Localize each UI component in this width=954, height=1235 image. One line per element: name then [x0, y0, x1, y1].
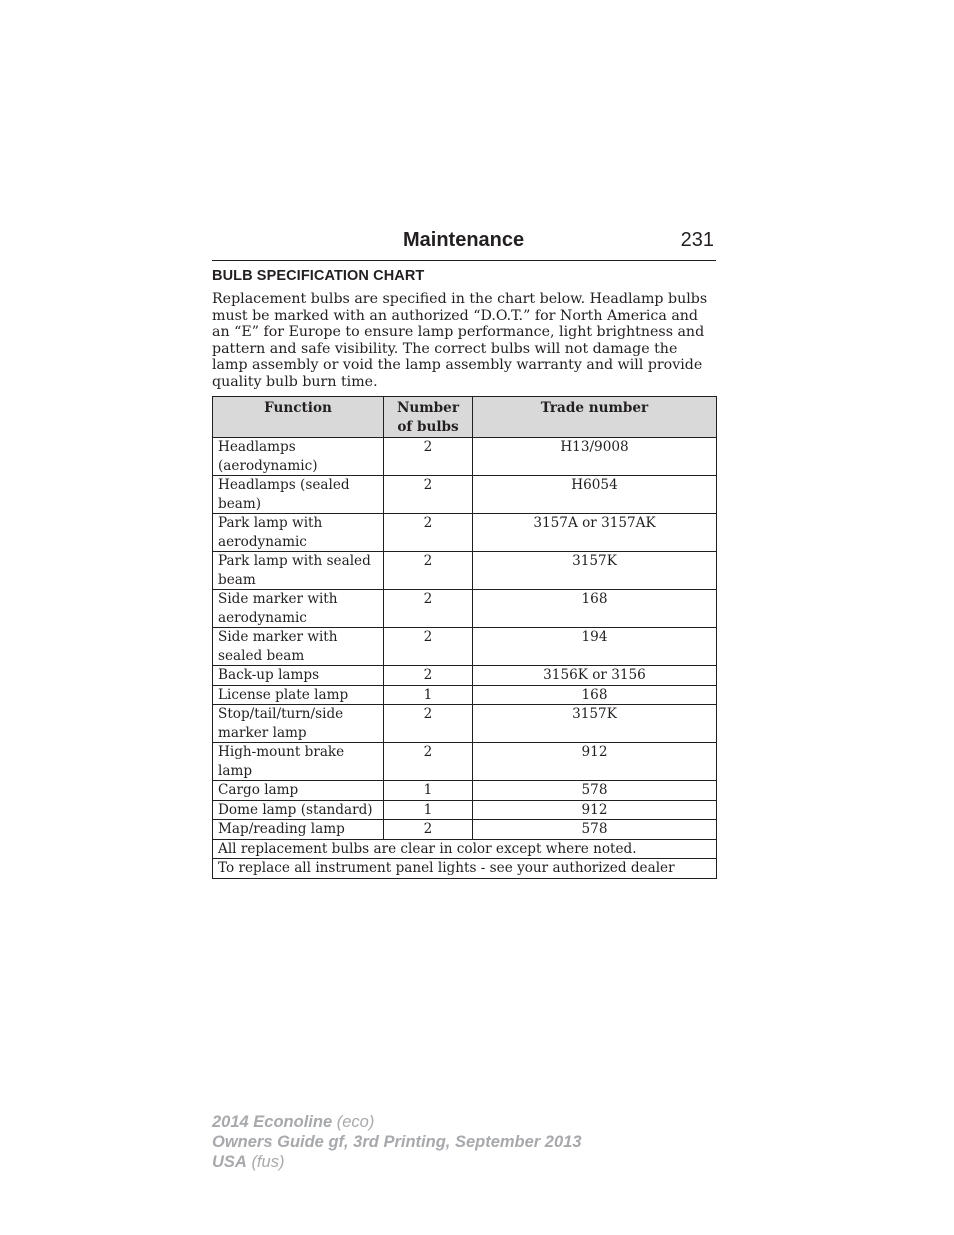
- cell-number-of-bulbs: 1: [384, 800, 473, 820]
- cell-trade-number: H13/9008: [473, 438, 717, 476]
- cell-trade-number: 578: [473, 781, 717, 801]
- footer-region-code: (fus): [251, 1153, 285, 1171]
- cell-trade-number: 3157K: [473, 552, 717, 590]
- footer-region: USA: [212, 1153, 247, 1171]
- table-row: [213, 800, 717, 820]
- cell-function: Side marker with aerodynamic: [213, 590, 384, 628]
- cell-number-of-bulbs: 2: [384, 820, 473, 840]
- cell-trade-number: 578: [473, 820, 717, 840]
- table-note: To replace all instrument panel lights - see your authorized dealer: [213, 859, 717, 879]
- cell-number-of-bulbs: 2: [384, 743, 473, 781]
- intro-paragraph: Replacement bulbs are specified in the chart below. Headlamp bulbs must be marked with an authorized “D.O.T.” for North America and an “E” for Europe to ensure lamp performance, light brightness and pattern and safe visibility. The correct bulbs will not damage the lamp assembly or void the lamp assembly warranty and will provide quality bulb burn time.: [212, 291, 708, 390]
- column-header-function: Function: [213, 397, 384, 438]
- cell-number-of-bulbs: 2: [384, 705, 473, 743]
- chart-heading: BULB SPECIFICATION CHART: [212, 268, 425, 284]
- cell-function: Park lamp with aerodynamic: [213, 514, 384, 552]
- bulb-specification-table: [212, 396, 717, 879]
- cell-number-of-bulbs: 1: [384, 685, 473, 705]
- cell-trade-number: 168: [473, 685, 717, 705]
- column-header-number-of-bulbs: Number of bulbs: [384, 397, 473, 438]
- cell-function: Cargo lamp: [213, 781, 384, 801]
- cell-trade-number: 194: [473, 628, 717, 666]
- table-row: [213, 514, 717, 552]
- cell-number-of-bulbs: 2: [384, 476, 473, 514]
- cell-function: Stop/tail/turn/side marker lamp: [213, 705, 384, 743]
- table-note-row: [213, 839, 717, 859]
- cell-number-of-bulbs: 1: [384, 781, 473, 801]
- table-row: [213, 476, 717, 514]
- cell-function: Headlamps (aerodynamic): [213, 438, 384, 476]
- cell-trade-number: 3157K: [473, 705, 717, 743]
- footer-model-code: (eco): [336, 1113, 375, 1131]
- table-row: [213, 705, 717, 743]
- cell-function: Back-up lamps: [213, 666, 384, 686]
- table-note-row: [213, 859, 717, 879]
- cell-number-of-bulbs: 2: [384, 438, 473, 476]
- cell-function: Dome lamp (standard): [213, 800, 384, 820]
- footer-guide-line: Owners Guide gf, 3rd Printing, September 2013: [212, 1133, 582, 1151]
- footer: [212, 1112, 582, 1172]
- page-header: [212, 226, 716, 261]
- cell-function: License plate lamp: [213, 685, 384, 705]
- cell-number-of-bulbs: 2: [384, 514, 473, 552]
- cell-trade-number: 3157A or 3157AK: [473, 514, 717, 552]
- cell-number-of-bulbs: 2: [384, 552, 473, 590]
- cell-trade-number: H6054: [473, 476, 717, 514]
- page-number: 231: [680, 229, 714, 251]
- cell-number-of-bulbs: 2: [384, 590, 473, 628]
- cell-number-of-bulbs: 2: [384, 628, 473, 666]
- table-row: [213, 628, 717, 666]
- table-row: [213, 820, 717, 840]
- table-row: [213, 438, 717, 476]
- cell-trade-number: 3156K or 3156: [473, 666, 717, 686]
- table-row: [213, 743, 717, 781]
- table-header-row: [213, 397, 717, 438]
- table-body: [213, 438, 717, 879]
- cell-trade-number: 912: [473, 743, 717, 781]
- cell-trade-number: 168: [473, 590, 717, 628]
- cell-function: Side marker with sealed beam: [213, 628, 384, 666]
- cell-function: Park lamp with sealed beam: [213, 552, 384, 590]
- table-row: [213, 666, 717, 686]
- column-header-trade-number: Trade number: [473, 397, 717, 438]
- cell-function: Headlamps (sealed beam): [213, 476, 384, 514]
- cell-number-of-bulbs: 2: [384, 666, 473, 686]
- footer-region-line: [212, 1152, 582, 1172]
- table-row: [213, 590, 717, 628]
- cell-function: Map/reading lamp: [213, 820, 384, 840]
- table-row: [213, 552, 717, 590]
- cell-trade-number: 912: [473, 800, 717, 820]
- table-note: All replacement bulbs are clear in color except where noted.: [213, 839, 717, 859]
- cell-function: High-mount brake lamp: [213, 743, 384, 781]
- footer-model: 2014 Econoline: [212, 1113, 333, 1131]
- section-title: Maintenance: [403, 229, 525, 251]
- table-row: [213, 781, 717, 801]
- table-row: [213, 685, 717, 705]
- footer-model-line: [212, 1112, 582, 1132]
